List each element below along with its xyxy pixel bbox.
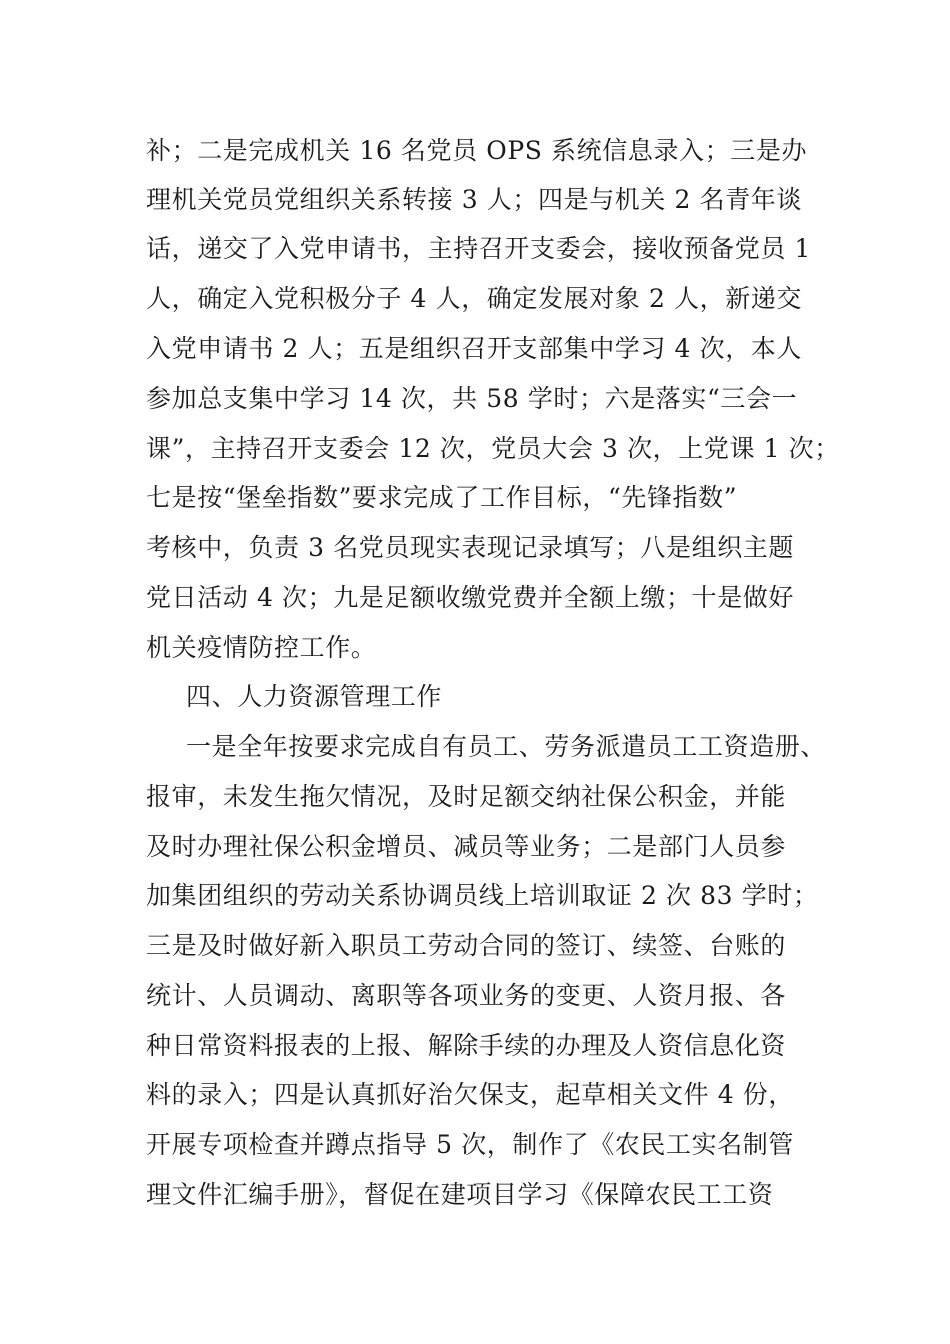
text-line: 理机关党员党组织关系转接 3 人；四是与机关 2 名青年谈 bbox=[146, 185, 803, 214]
text-line: 料的录入；四是认真抓好治欠保支，起草相关文件 4 份， bbox=[146, 1080, 795, 1109]
text-line: 三是及时做好新入职员工劳动合同的签订、续签、台账的 bbox=[146, 931, 787, 960]
text-line: 及时办理社保公积金增员、减员等业务；二是部门人员参 bbox=[146, 832, 787, 861]
text-line: 理文件汇编手册》，督促在建项目学习《保障农民工工资 bbox=[146, 1180, 774, 1209]
text-line: 考核中，负责 3 名党员现实表现记录填写；八是组织主题 bbox=[146, 533, 795, 562]
text-line: 加集团组织的劳动关系协调员线上培训取证 2 次 83 学时； bbox=[146, 881, 819, 910]
section-heading: 四、人力资源管理工作 bbox=[186, 682, 443, 711]
text-line: 种日常资料报表的上报、解除手续的办理及人资信息化资 bbox=[146, 1031, 787, 1060]
text-line: 统计、人员调动、离职等各项业务的变更、人资月报、各 bbox=[146, 981, 787, 1010]
paragraph-first-line: 一是全年按要求完成自有员工、劳务派遣员工工资造册、 bbox=[186, 732, 827, 761]
text-line: 人，确定入党积极分子 4 人，确定发展对象 2 人，新递交 bbox=[146, 284, 803, 313]
text-line: 话，递交了入党申请书，主持召开支委会，接收预备党员 1 bbox=[146, 234, 812, 263]
text-line: 开展专项检查并蹲点指导 5 次，制作了《农民工实名制管 bbox=[146, 1130, 795, 1159]
text-line: 党日活动 4 次；九是足额收缴党费并全额上缴；十是做好 bbox=[146, 583, 795, 612]
text-line: 入党申请书 2 人；五是组织召开支部集中学习 4 次，本人 bbox=[146, 334, 803, 363]
text-line: 课”，主持召开支委会 12 次，党员大会 3 次，上党课 1 次； bbox=[146, 434, 840, 463]
text-line: 参加总支集中学习 14 次，共 58 学时；六是落实“三会一 bbox=[146, 384, 798, 413]
text-line: 报审，未发生拖欠情况，及时足额交纳社保公积金，并能 bbox=[146, 782, 787, 811]
text-line: 七是按“堡垒指数”要求完成了工作目标，“先锋指数” bbox=[146, 483, 738, 512]
text-line: 补；二是完成机关 16 名党员 OPS 系统信息录入；三是办 bbox=[146, 136, 808, 165]
text-line: 机关疫情防控工作。 bbox=[146, 633, 377, 662]
